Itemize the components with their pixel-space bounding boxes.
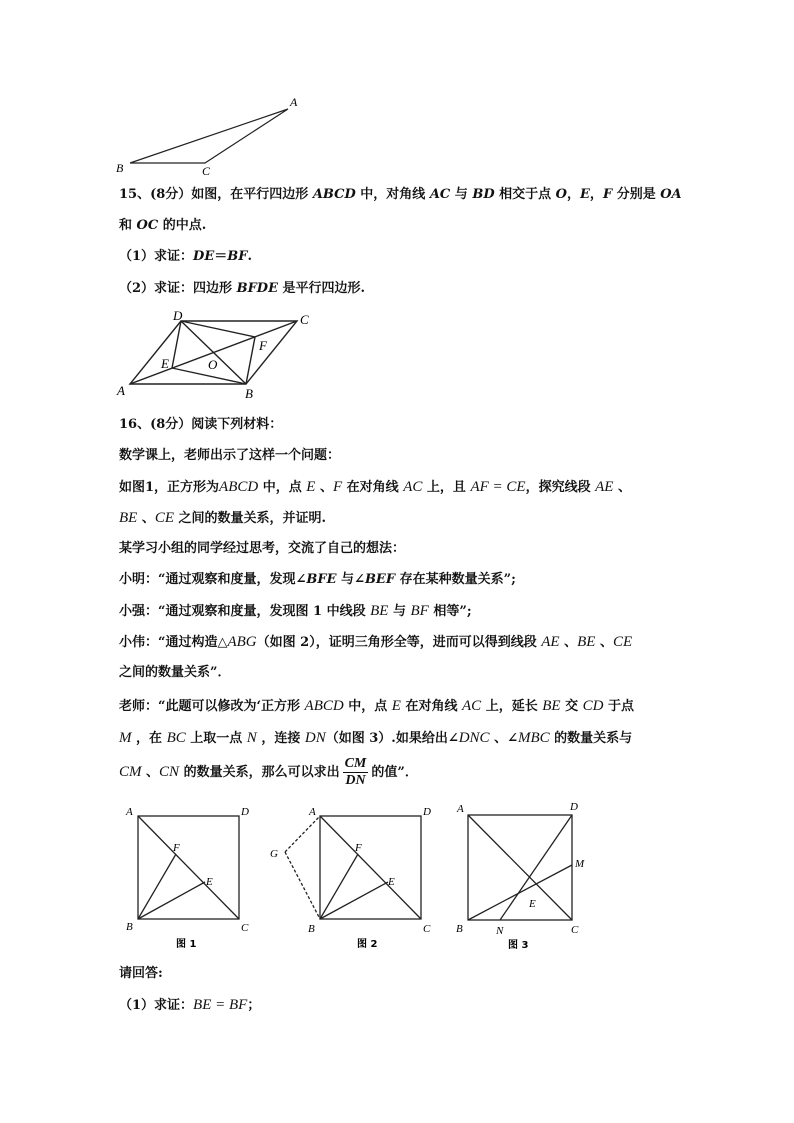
label-D: D: [423, 806, 431, 818]
label-A: A: [117, 383, 125, 398]
answer-heading: 请回答:: [119, 966, 163, 981]
label-E: E: [529, 898, 536, 910]
label-E: E: [388, 876, 395, 888]
label-D: D: [173, 308, 183, 323]
label-C: C: [423, 923, 431, 935]
figure-1-caption: 图 1: [176, 939, 197, 950]
label-C: C: [571, 924, 579, 936]
label-E: E: [161, 356, 169, 371]
figure-1: [120, 800, 260, 955]
label-C: C: [300, 312, 309, 327]
label-B: B: [245, 386, 253, 401]
label-M: M: [575, 858, 585, 870]
label-G: G: [270, 848, 278, 860]
label-O: O: [208, 357, 218, 372]
label-D: D: [570, 801, 578, 813]
q15-part2: （2）求证：四边形 BFDE 是平行四边形.: [119, 281, 366, 296]
q16-line11: M ，在 BC 上取一点 N ，连接 DN（如图 3）.如果给出∠DNC 、∠MBC 的数量关系与: [119, 730, 633, 746]
label-B: B: [116, 161, 124, 175]
label-F: F: [173, 842, 180, 854]
parallelogram-figure: [115, 308, 325, 403]
figure-2: [265, 800, 445, 955]
label-A: A: [126, 806, 133, 818]
label-B: B: [308, 923, 315, 935]
label-C: C: [241, 922, 249, 934]
figure-2-caption: 图 2: [357, 939, 378, 950]
label-A: A: [290, 95, 298, 109]
figure-3-caption: 图 3: [508, 940, 529, 951]
triangle-abc-figure: [110, 92, 310, 182]
label-C: C: [202, 164, 211, 178]
label-B: B: [126, 921, 133, 933]
label-E: E: [206, 876, 213, 888]
q16-line8: 小伟：“通过构造△ABG（如图 2），证明三角形全等，进而可以得到线段 AE 、BE 、CE: [119, 634, 633, 650]
q16-line6: 小明：“通过观察和度量，发现∠BFE 与∠BEF 存在某种数量关系”;: [119, 572, 516, 587]
q16-line3: 如图1，正方形为ABCD 中，点 E 、F 在对角线 AC 上，且 AF = CE，探究线段 AE 、: [119, 479, 631, 495]
label-A: A: [309, 806, 316, 818]
label-A: A: [457, 803, 464, 815]
q16-line2: 数学课上，老师出示了这样一个问题：: [119, 448, 341, 463]
q16-part1: （1）求证：BE = BF；: [119, 997, 261, 1013]
q16-line4: BE 、CE 之间的数量关系，并证明.: [119, 510, 327, 526]
q15-line2: 和 OC 的中点.: [119, 218, 207, 233]
q15-line1: 15、(8分）如图，在平行四边形 ABCD 中，对角线 AC 与 BD 相交于点 O，E，F 分别是 OA: [119, 187, 682, 202]
q15-part1: （1）求证：DE＝BF.: [119, 249, 252, 264]
label-F: F: [355, 842, 362, 854]
q16-line9: 之间的数量关系”．: [119, 665, 231, 680]
q16-line12: CM 、CN 的数量关系，那么可以求出 $\frac{CM}{DN}$ 的值”．: [119, 756, 418, 788]
q16-line5: 某学习小组的同学经过思考，交流了自己的想法：: [119, 541, 406, 556]
label-F: F: [259, 338, 267, 353]
label-B: B: [456, 923, 463, 935]
label-D: D: [241, 806, 249, 818]
q16-line10: 老师：“此题可以修改为‘正方形 ABCD 中，点 E 在对角线 AC 上，延长 BE 交 CD 于点: [119, 698, 634, 714]
figure-3: [450, 795, 600, 955]
q16-line1: 16、(8分）阅读下列材料：: [119, 417, 283, 432]
q16-line7: 小强：“通过观察和度量，发现图 1 中线段 BE 与 BF 相等”;: [119, 603, 472, 619]
label-N: N: [496, 925, 504, 937]
fraction-cm-over-dn: $\frac{CM}{DN}$: [344, 756, 367, 788]
